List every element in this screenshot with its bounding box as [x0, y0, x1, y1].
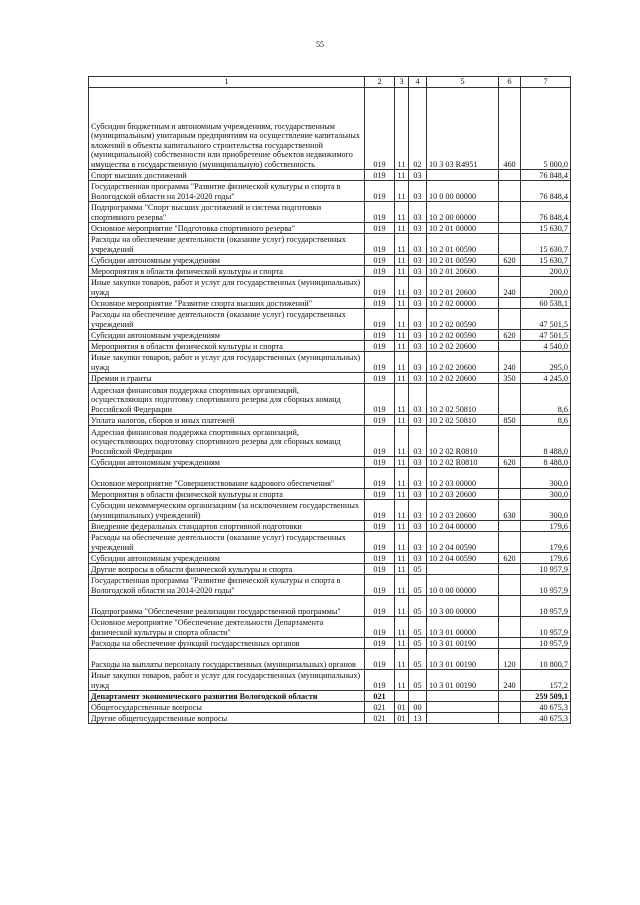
- cell-name: Субсидии автономным учреждениям: [89, 255, 365, 266]
- cell-chapter: 019: [365, 649, 395, 670]
- cell-expense-type: [499, 532, 521, 553]
- cell-expense-type: 620: [499, 553, 521, 564]
- table-header-row: [89, 77, 571, 88]
- cell-section: 11: [395, 309, 409, 330]
- cell-chapter: 019: [365, 564, 395, 575]
- cell-amount: 10 957,9: [521, 564, 571, 575]
- cell-subsection: 03: [409, 234, 427, 255]
- cell-amount: 4 245,0: [521, 373, 571, 384]
- cell-expense-type: [499, 489, 521, 500]
- cell-expense-type: [499, 596, 521, 617]
- cell-target-article: 10 3 01 00190: [427, 649, 499, 670]
- cell-subsection: 03: [409, 266, 427, 277]
- cell-subsection: 03: [409, 500, 427, 521]
- cell-target-article: 10 2 01 00590: [427, 255, 499, 266]
- cell-amount: 157,2: [521, 670, 571, 691]
- cell-subsection: 00: [409, 702, 427, 713]
- cell-name: Адресная финансовая поддержка спортивных организаций, осуществляющих подготовку спортивного резерва для сборных команд Российской Федерации: [89, 384, 365, 415]
- cell-target-article: 10 2 02 50810: [427, 384, 499, 415]
- cell-expense-type: [499, 384, 521, 415]
- table-row: [89, 384, 571, 415]
- cell-subsection: 03: [409, 181, 427, 202]
- table-row: [89, 638, 571, 649]
- cell-amount: 10 957,9: [521, 575, 571, 596]
- table-row: [89, 489, 571, 500]
- table-row: [89, 266, 571, 277]
- cell-name: Субсидии некоммерческим организациям (за исключением государственных (муниципальных) учреждений): [89, 500, 365, 521]
- cell-name: Адресная финансовая поддержка спортивных организаций, осуществляющих подготовку спортивного резерва для сборных команд Российской Федерации: [89, 426, 365, 457]
- cell-subsection: 02: [409, 88, 427, 170]
- table-row: [89, 88, 571, 170]
- cell-chapter: 019: [365, 352, 395, 373]
- page-number: 55: [316, 40, 324, 49]
- cell-expense-type: [499, 691, 521, 702]
- header-col-4: 4: [409, 77, 427, 88]
- cell-target-article: 10 2 03 20600: [427, 489, 499, 500]
- cell-chapter: 019: [365, 277, 395, 298]
- cell-name: Основное мероприятие "Развитие спорта высших достижений": [89, 298, 365, 309]
- cell-name: Расходы на обеспечение деятельности (оказание услуг) государственных учреждений: [89, 532, 365, 553]
- cell-amount: 76 848,4: [521, 170, 571, 181]
- cell-section: 11: [395, 384, 409, 415]
- cell-section: 01: [395, 713, 409, 724]
- cell-name: Основное мероприятие "Совершенствование кадрового обеспечения": [89, 468, 365, 489]
- cell-name: Внедрение федеральных стандартов спортивной подготовки: [89, 521, 365, 532]
- cell-subsection: 03: [409, 255, 427, 266]
- table-row: [89, 330, 571, 341]
- header-col-5: 5: [427, 77, 499, 88]
- cell-name: Подпрограмма "Спорт высших достижений и система подготовки спортивного резерва": [89, 202, 365, 223]
- cell-amount: 300,0: [521, 489, 571, 500]
- cell-expense-type: [499, 298, 521, 309]
- cell-chapter: 019: [365, 489, 395, 500]
- table-row: [89, 564, 571, 575]
- cell-amount: 8,6: [521, 415, 571, 426]
- cell-target-article: 10 2 02 50810: [427, 415, 499, 426]
- cell-subsection: 03: [409, 330, 427, 341]
- cell-expense-type: [499, 234, 521, 255]
- cell-target-article: 10 2 02 20600: [427, 341, 499, 352]
- table-row: [89, 255, 571, 266]
- cell-subsection: 03: [409, 457, 427, 468]
- cell-name: Расходы на обеспечение функций государственных органов: [89, 638, 365, 649]
- cell-amount: 179,6: [521, 521, 571, 532]
- cell-target-article: 10 2 02 20600: [427, 373, 499, 384]
- cell-subsection: 03: [409, 277, 427, 298]
- cell-name: Мероприятия в области физической культуры и спорта: [89, 266, 365, 277]
- cell-section: 11: [395, 426, 409, 457]
- cell-chapter: 019: [365, 575, 395, 596]
- table-row: [89, 181, 571, 202]
- cell-amount: 40 675,3: [521, 702, 571, 713]
- cell-chapter: 019: [365, 415, 395, 426]
- cell-expense-type: [499, 181, 521, 202]
- budget-table: [88, 76, 571, 724]
- cell-expense-type: 350: [499, 373, 521, 384]
- cell-name: Подпрограмма "Обеспечение реализации государственной программы": [89, 596, 365, 617]
- cell-amount: 15 630,7: [521, 234, 571, 255]
- cell-section: 01: [395, 702, 409, 713]
- cell-expense-type: [499, 309, 521, 330]
- cell-subsection: 03: [409, 298, 427, 309]
- cell-name: Общегосударственные вопросы: [89, 702, 365, 713]
- cell-chapter: 019: [365, 426, 395, 457]
- cell-expense-type: [499, 617, 521, 638]
- table-row: [89, 617, 571, 638]
- cell-expense-type: [499, 638, 521, 649]
- cell-amount: 60 538,1: [521, 298, 571, 309]
- cell-chapter: 019: [365, 309, 395, 330]
- cell-name: Субсидии автономным учреждениям: [89, 330, 365, 341]
- cell-target-article: 10 2 02 20600: [427, 352, 499, 373]
- cell-subsection: 03: [409, 341, 427, 352]
- cell-name: Государственная программа "Развитие физической культуры и спорта в Вологодской области на 2014-2020 годы": [89, 181, 365, 202]
- cell-amount: 76 848,4: [521, 181, 571, 202]
- cell-subsection: 03: [409, 309, 427, 330]
- cell-target-article: 10 3 03 R4951: [427, 88, 499, 170]
- cell-target-article: 10 2 01 00000: [427, 223, 499, 234]
- cell-subsection: 03: [409, 223, 427, 234]
- cell-section: 11: [395, 521, 409, 532]
- cell-chapter: 021: [365, 691, 395, 702]
- cell-subsection: 05: [409, 564, 427, 575]
- cell-section: 11: [395, 352, 409, 373]
- cell-expense-type: [499, 575, 521, 596]
- table-row: [89, 468, 571, 489]
- cell-section: 11: [395, 255, 409, 266]
- cell-subsection: 03: [409, 170, 427, 181]
- cell-chapter: 019: [365, 670, 395, 691]
- cell-chapter: 019: [365, 266, 395, 277]
- cell-expense-type: [499, 202, 521, 223]
- cell-amount: 10 800,7: [521, 649, 571, 670]
- table-row: [89, 170, 571, 181]
- cell-name: Иные закупки товаров, работ и услуг для государственных (муниципальных) нужд: [89, 670, 365, 691]
- cell-name: Иные закупки товаров, работ и услуг для государственных (муниципальных) нужд: [89, 352, 365, 373]
- cell-subsection: 03: [409, 521, 427, 532]
- cell-name: Другие общегосударственные вопросы: [89, 713, 365, 724]
- cell-target-article: 10 0 00 00000: [427, 575, 499, 596]
- table-row: [89, 457, 571, 468]
- cell-subsection: 05: [409, 670, 427, 691]
- cell-expense-type: 630: [499, 500, 521, 521]
- cell-amount: 8,6: [521, 384, 571, 415]
- cell-amount: 76 848,4: [521, 202, 571, 223]
- table-row: [89, 532, 571, 553]
- cell-name: Мероприятия в области физической культуры и спорта: [89, 341, 365, 352]
- cell-target-article: [427, 564, 499, 575]
- cell-section: 11: [395, 277, 409, 298]
- cell-target-article: 10 2 01 20600: [427, 277, 499, 298]
- cell-subsection: 05: [409, 596, 427, 617]
- cell-chapter: 019: [365, 521, 395, 532]
- table-row: [89, 309, 571, 330]
- table-row: [89, 575, 571, 596]
- cell-section: 11: [395, 500, 409, 521]
- cell-section: [395, 691, 409, 702]
- cell-name: Мероприятия в области физической культуры и спорта: [89, 489, 365, 500]
- cell-chapter: 019: [365, 181, 395, 202]
- cell-target-article: 10 2 00 00000: [427, 202, 499, 223]
- cell-expense-type: 620: [499, 255, 521, 266]
- table-row: [89, 521, 571, 532]
- cell-target-article: 10 2 03 00000: [427, 468, 499, 489]
- cell-amount: 10 957,9: [521, 596, 571, 617]
- cell-chapter: 019: [365, 298, 395, 309]
- cell-section: 11: [395, 670, 409, 691]
- cell-expense-type: [499, 426, 521, 457]
- cell-expense-type: 620: [499, 330, 521, 341]
- cell-subsection: 03: [409, 415, 427, 426]
- cell-target-article: 10 0 00 00000: [427, 181, 499, 202]
- cell-chapter: 019: [365, 500, 395, 521]
- cell-name: Субсидии автономным учреждениям: [89, 457, 365, 468]
- cell-expense-type: [499, 713, 521, 724]
- cell-chapter: 019: [365, 373, 395, 384]
- cell-section: 11: [395, 266, 409, 277]
- cell-expense-type: [499, 521, 521, 532]
- cell-target-article: 10 2 02 R0810: [427, 426, 499, 457]
- header-col-2: 2: [365, 77, 395, 88]
- cell-expense-type: 240: [499, 352, 521, 373]
- header-col-3: 3: [395, 77, 409, 88]
- cell-section: 11: [395, 638, 409, 649]
- cell-chapter: 019: [365, 468, 395, 489]
- table-row: [89, 596, 571, 617]
- cell-name: Основное мероприятие "Обеспечение деятельности Департамента физической культуры и спорта области": [89, 617, 365, 638]
- cell-section: 11: [395, 234, 409, 255]
- cell-expense-type: [499, 266, 521, 277]
- header-col-6: 6: [499, 77, 521, 88]
- cell-expense-type: 120: [499, 649, 521, 670]
- cell-target-article: [427, 713, 499, 724]
- cell-chapter: 019: [365, 88, 395, 170]
- cell-name: Государственная программа "Развитие физической культуры и спорта в Вологодской области на 2014-2020 годы": [89, 575, 365, 596]
- header-col-7: 7: [521, 77, 571, 88]
- cell-amount: 295,0: [521, 352, 571, 373]
- cell-chapter: 019: [365, 341, 395, 352]
- cell-expense-type: 850: [499, 415, 521, 426]
- cell-name: Субсидии автономным учреждениям: [89, 553, 365, 564]
- cell-amount: 10 957,9: [521, 617, 571, 638]
- cell-section: 11: [395, 415, 409, 426]
- cell-subsection: 03: [409, 373, 427, 384]
- cell-chapter: 019: [365, 330, 395, 341]
- cell-chapter: 019: [365, 553, 395, 564]
- cell-amount: 15 630,7: [521, 223, 571, 234]
- cell-chapter: 019: [365, 234, 395, 255]
- cell-amount: 200,0: [521, 277, 571, 298]
- cell-amount: 47 501,5: [521, 330, 571, 341]
- cell-target-article: 10 2 02 00590: [427, 309, 499, 330]
- cell-target-article: 10 3 01 00000: [427, 617, 499, 638]
- cell-name: Иные закупки товаров, работ и услуг для государственных (муниципальных) нужд: [89, 277, 365, 298]
- cell-target-article: 10 3 01 00190: [427, 638, 499, 649]
- cell-amount: 15 630,7: [521, 255, 571, 266]
- cell-chapter: 019: [365, 255, 395, 266]
- table-row: [89, 670, 571, 691]
- cell-section: 11: [395, 564, 409, 575]
- table-row: [89, 277, 571, 298]
- cell-amount: 4 540,0: [521, 341, 571, 352]
- cell-chapter: 019: [365, 638, 395, 649]
- cell-amount: 40 675,3: [521, 713, 571, 724]
- cell-name: Другие вопросы в области физической культуры и спорта: [89, 564, 365, 575]
- cell-name: Основное мероприятие "Подготовка спортивного резерва": [89, 223, 365, 234]
- cell-expense-type: [499, 564, 521, 575]
- cell-section: 11: [395, 489, 409, 500]
- cell-expense-type: 460: [499, 88, 521, 170]
- cell-name: Премии и гранты: [89, 373, 365, 384]
- cell-section: 11: [395, 170, 409, 181]
- table-row: [89, 415, 571, 426]
- cell-section: 11: [395, 88, 409, 170]
- cell-amount: 47 501,5: [521, 309, 571, 330]
- cell-amount: 8 488,0: [521, 457, 571, 468]
- cell-chapter: 019: [365, 223, 395, 234]
- cell-section: 11: [395, 373, 409, 384]
- cell-section: 11: [395, 457, 409, 468]
- cell-section: 11: [395, 553, 409, 564]
- cell-target-article: 10 2 01 20600: [427, 266, 499, 277]
- table-row: [89, 500, 571, 521]
- cell-subsection: [409, 691, 427, 702]
- cell-chapter: 019: [365, 596, 395, 617]
- table-row: [89, 702, 571, 713]
- cell-chapter: 019: [365, 202, 395, 223]
- cell-subsection: 05: [409, 575, 427, 596]
- cell-expense-type: [499, 223, 521, 234]
- cell-amount: 259 509,1: [521, 691, 571, 702]
- cell-chapter: 019: [365, 457, 395, 468]
- table-row: [89, 553, 571, 564]
- cell-subsection: 05: [409, 638, 427, 649]
- table-row: [89, 298, 571, 309]
- table-row: [89, 426, 571, 457]
- cell-name: Субсидии бюджетным и автономным учреждениям, государственным (муниципальным) унитарным предприятиям на осуществление капитальных вложений в объекты капитального строительства государственной (муниципальной) собственности или приобретение объектов недвижимого имущества в государственную (муниципальную) собственность: [89, 88, 365, 170]
- cell-chapter: 019: [365, 170, 395, 181]
- cell-subsection: 03: [409, 202, 427, 223]
- cell-name: Расходы на обеспечение деятельности (оказание услуг) государственных учреждений: [89, 309, 365, 330]
- cell-amount: 179,6: [521, 553, 571, 564]
- cell-expense-type: [499, 341, 521, 352]
- cell-target-article: 10 2 02 R0810: [427, 457, 499, 468]
- cell-name: Спорт высших достижений: [89, 170, 365, 181]
- cell-chapter: 019: [365, 617, 395, 638]
- cell-subsection: 03: [409, 384, 427, 415]
- cell-subsection: 03: [409, 553, 427, 564]
- cell-expense-type: 620: [499, 457, 521, 468]
- cell-target-article: 10 2 02 00000: [427, 298, 499, 309]
- table-row: [89, 373, 571, 384]
- cell-section: 11: [395, 202, 409, 223]
- cell-amount: 179,6: [521, 532, 571, 553]
- table-row: [89, 202, 571, 223]
- cell-section: 11: [395, 223, 409, 234]
- table-row: [89, 352, 571, 373]
- table-row: [89, 691, 571, 702]
- cell-amount: 300,0: [521, 468, 571, 489]
- cell-subsection: 13: [409, 713, 427, 724]
- cell-expense-type: [499, 702, 521, 713]
- cell-target-article: 10 2 01 00590: [427, 234, 499, 255]
- table-row: [89, 223, 571, 234]
- cell-section: 11: [395, 468, 409, 489]
- cell-amount: 200,0: [521, 266, 571, 277]
- cell-section: 11: [395, 617, 409, 638]
- cell-target-article: 10 2 04 00590: [427, 532, 499, 553]
- cell-subsection: 05: [409, 617, 427, 638]
- cell-section: 11: [395, 298, 409, 309]
- cell-chapter: 021: [365, 702, 395, 713]
- cell-target-article: 10 3 00 00000: [427, 596, 499, 617]
- table-row: [89, 234, 571, 255]
- cell-target-article: 10 2 03 20600: [427, 500, 499, 521]
- table-row: [89, 341, 571, 352]
- cell-section: 11: [395, 532, 409, 553]
- cell-name: Расходы на выплаты персоналу государственных (муниципальных) органов: [89, 649, 365, 670]
- cell-expense-type: [499, 468, 521, 489]
- cell-section: 11: [395, 575, 409, 596]
- cell-target-article: 10 2 04 00000: [427, 521, 499, 532]
- table-row: [89, 649, 571, 670]
- cell-amount: 5 000,0: [521, 88, 571, 170]
- cell-amount: 10 957,9: [521, 638, 571, 649]
- cell-subsection: 03: [409, 532, 427, 553]
- cell-section: 11: [395, 649, 409, 670]
- cell-chapter: 019: [365, 532, 395, 553]
- cell-amount: 8 488,0: [521, 426, 571, 457]
- cell-name: Департамент экономического развития Вологодской области: [89, 691, 365, 702]
- header-col-1: 1: [89, 77, 365, 88]
- cell-chapter: 021: [365, 713, 395, 724]
- cell-subsection: 03: [409, 426, 427, 457]
- cell-section: 11: [395, 330, 409, 341]
- cell-target-article: [427, 170, 499, 181]
- cell-target-article: 10 3 01 00190: [427, 670, 499, 691]
- cell-chapter: 019: [365, 384, 395, 415]
- cell-amount: 300,0: [521, 500, 571, 521]
- cell-target-article: 10 2 04 00590: [427, 553, 499, 564]
- cell-subsection: 03: [409, 352, 427, 373]
- cell-section: 11: [395, 341, 409, 352]
- cell-section: 11: [395, 596, 409, 617]
- cell-subsection: 05: [409, 649, 427, 670]
- cell-target-article: 10 2 02 00590: [427, 330, 499, 341]
- cell-expense-type: [499, 170, 521, 181]
- cell-section: 11: [395, 181, 409, 202]
- cell-subsection: 03: [409, 489, 427, 500]
- cell-expense-type: 240: [499, 670, 521, 691]
- cell-subsection: 03: [409, 468, 427, 489]
- cell-target-article: [427, 691, 499, 702]
- cell-name: Расходы на обеспечение деятельности (оказание услуг) государственных учреждений: [89, 234, 365, 255]
- cell-name: Уплата налогов, сборов и иных платежей: [89, 415, 365, 426]
- cell-target-article: [427, 702, 499, 713]
- table-row: [89, 713, 571, 724]
- cell-expense-type: 240: [499, 277, 521, 298]
